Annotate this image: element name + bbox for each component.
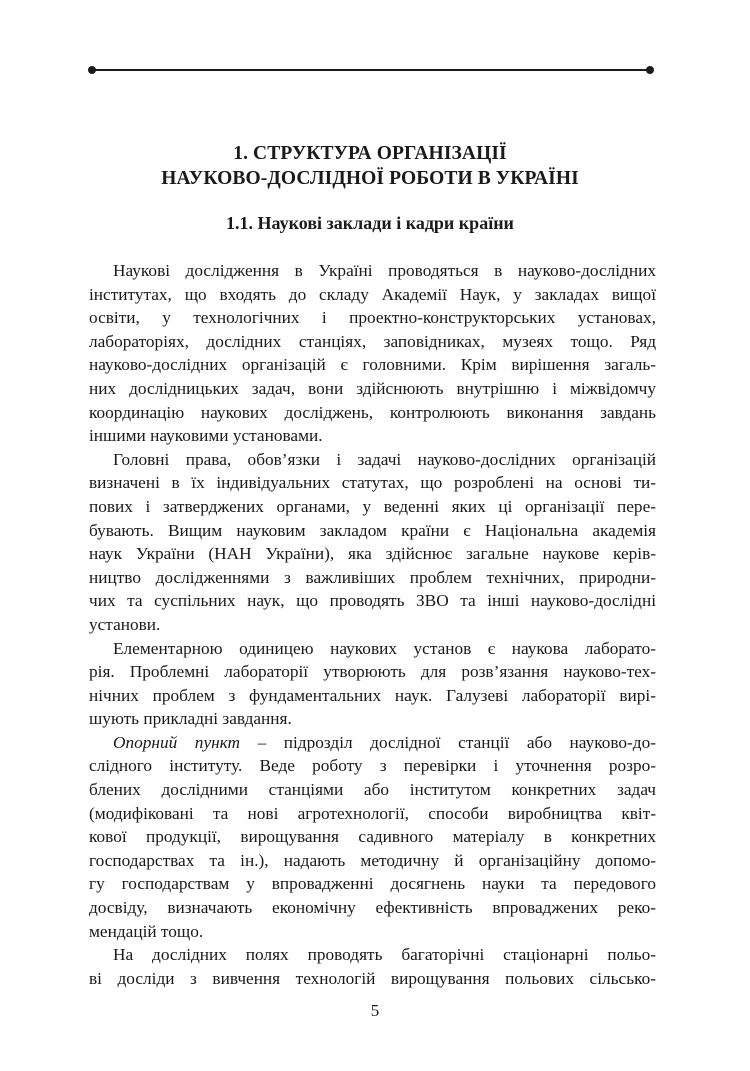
text-line-rest: – підрозділ дослідної станції або науково-до-: [240, 732, 656, 752]
text-line: господарствах та ін.), надають методичну й організаційну допомо-: [89, 850, 656, 870]
text-line: нічних проблем з фундаментальних наук. Галузеві лабораторії вирі-: [89, 685, 656, 705]
text-line: установи.: [89, 614, 161, 634]
chapter-title: [90, 141, 650, 191]
text-line: них дослідницьких задач, вони здійснюють внутрішню і міжвідомчу: [89, 378, 656, 398]
text-line: блених дослідними станціями або інститутом конкретних задач: [89, 780, 656, 800]
header-rule-right-dot: [646, 66, 654, 74]
body-text: [89, 259, 656, 990]
text-line: [89, 731, 656, 755]
text-line: мендацій тощо.: [89, 921, 204, 941]
text-line: (модифіковані та нові агротехнології, способи виробництва квіт-: [89, 803, 656, 823]
paragraph: [89, 731, 656, 943]
text-line: ві досліди з вивчення технологій вирощування польових сільсько-: [89, 968, 656, 988]
section-title: 1.1. Наукові заклади і кадри країни: [226, 213, 514, 233]
text-line: бувають. Вищим науковим закладом країни є Національна академія: [89, 520, 656, 540]
paragraph: [89, 448, 656, 637]
text-line: пових і затверджених органами, у веденні яких ці організації пере-: [89, 496, 656, 516]
text-line: досвіду, визначають економічну ефективність впроваджених реко-: [89, 898, 656, 918]
text-line: освіти, у технологічних і проектно-конструкторських установах,: [89, 308, 656, 328]
text-line: На дослідних полях проводять багаторічні стаціонарні польо-: [113, 945, 656, 965]
chapter-title-line: НАУКОВО-ДОСЛІДНОЇ РОБОТИ В УКРАЇНІ: [161, 168, 579, 189]
text-line: визначені в їх індивідуальних статутах, що розроблені на основі ти-: [89, 473, 656, 493]
chapter-title-line: 1. СТРУКТУРА ОРГАНІЗАЦІЇ: [233, 143, 507, 164]
text-line: ництво дослідженнями з важливіших проблем технічних, природни-: [89, 567, 656, 587]
text-line: шують прикладні завдання.: [89, 709, 292, 729]
italic-term: Опорний пункт: [113, 732, 241, 752]
text-line: кової продукції, вирощування садивного матеріалу в конкретних: [89, 827, 656, 847]
paragraph: [89, 259, 656, 448]
text-line: іншими науковими установами.: [89, 426, 323, 446]
text-line: рія. Проблемні лабораторії утворюють для розв’язання науково-тех-: [89, 662, 656, 682]
text-line: науково-дослідних організацій є головними. Крім вирішення загаль-: [89, 355, 656, 375]
text-line: гу господарствам у впровадженні досягнень науки та передового: [89, 874, 656, 894]
page-number: 5: [370, 1001, 380, 1020]
paragraph: [89, 943, 656, 990]
paragraph: [89, 637, 656, 731]
text-line: чих та суспільних наук, що проводять ЗВО та інші науково-дослідні: [89, 591, 656, 611]
header-rule: [88, 66, 654, 74]
text-line: Елементарною одиницею наукових установ є наукова лаборато-: [113, 638, 656, 658]
text-line: інститутах, що входять до складу Академії Наук, у закладах вищої: [89, 284, 656, 304]
text-line: координацію наукових досліджень, контролюють виконання завдань: [89, 402, 656, 422]
text-line: Головні права, обов’язки і задачі науково-дослідних організацій: [113, 449, 656, 469]
text-line: слідного інституту. Веде роботу з перевірки і уточнення розро-: [89, 756, 656, 776]
header-rule-line: [92, 69, 650, 71]
text-line: лабораторіях, дослідних станціях, заповідниках, музеях тощо. Ряд: [89, 331, 656, 351]
text-line: наук України (НАН України), яка здійснює загальне наукове керів-: [89, 544, 656, 564]
text-line: Наукові дослідження в Україні проводяться в науково-дослідних: [113, 261, 656, 280]
